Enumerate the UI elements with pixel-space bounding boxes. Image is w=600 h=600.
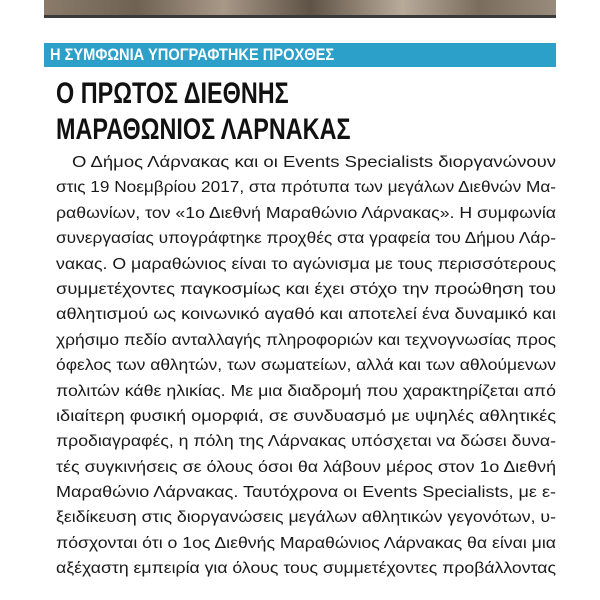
article-body-line [56,175,556,200]
article-body [56,150,556,582]
article-kicker-text: Η ΣΥΜΦΩΝΙΑ ΥΠΟΓΡΑΦΤΗΚΕ ΠΡΟΧΘΕΣ [50,45,335,64]
article-body-line-text: νακας. Ο μαραθώνιος είναι το αγώνισμα με τους περισσότερους [56,255,556,273]
article-body-line-text: προδιαγραφές, η πόλη της Λάρνακας υπόσχεται να δώσει δυνα- [56,433,556,451]
article-body-line-text: Μαραθώνιο Λάρνακας. Ταυτόχρονα οι Events Specialists, με ε- [56,484,556,502]
article-body-line-text: όφελος των αθλητών, των σωματείων, αλλά και των αθλούμενων [56,357,556,375]
article-body-line [56,277,556,302]
article-body-line [56,556,556,581]
article-body-line-text: αξέχαστη εμπειρία για όλους τους συμμετέχοντες προβάλλοντας [56,560,556,578]
article-body-line-text: συνεργασίας υπογράφτηκε προχθές στα γραφεία του Δήμου Λάρ- [56,230,556,248]
article-body-line [56,201,556,226]
article-body-line [56,505,556,530]
article-body-line-text: τές συγκινήσεις σε όλους όσοι θα λάβουν μέρος στον 1ο Διεθνή [56,458,556,476]
headline-line-2: ΜΑΡΑΘΩΝΙΟΣ ΛΑΡΝΑΚΑΣ [56,113,351,146]
article-body-line [56,531,556,556]
article-body-line-text: αθλητισμού ως κοινωνικό αγαθό και αποτελεί ένα δυναμικό και [56,306,556,324]
article-body-line-text: ιδιαίτερη φυσική ομορφιά, σε συνδυασμό με υψηλές αθλητικές [56,407,556,425]
article-headline [56,76,556,148]
article-body-line-text: στις 19 Νοεμβρίου 2017, στα πρότυπα των μεγάλων Διεθνών Μα- [56,179,556,197]
article-body-line-text: ραθωνίων, τον «1ο Διεθνή Μαραθώνιο Λάρνακας». Η συμφωνία [56,204,556,222]
article-body-line-text: χρήσιμο πεδίο ανταλλαγής πληροφοριών και τεχνογνωσίας προς [56,331,556,349]
article-kicker [44,43,556,67]
article-body-line-text: ξειδίκευση στις διοργανώσεις μεγάλων αθλητικών γεγονότων, υ- [56,509,556,527]
article-body-line-text: Ο Δήμος Λάρνακας και οι Events Specialists διοργανώνουν [72,154,556,171]
article-body-line [56,404,556,429]
article-body-line-text: πολιτών κάθε ηλικίας. Με μια διαδρομή που χαρακτηρίζεται από [56,382,556,400]
article-body-line [56,302,556,327]
article-body-line [56,252,556,277]
headline-line-1: Ο ΠΡΩΤΟΣ ΔΙΕΘΝΗΣ [56,77,289,110]
article-body-line [56,480,556,505]
article-body-line [56,379,556,404]
article-body-line [56,455,556,480]
article-photo [44,0,556,18]
article-body-line [56,353,556,378]
article-body-line [56,429,556,454]
article-body-line [56,226,556,251]
article-body-line-text: πόσχονται ότι ο 1ος Διεθνής Μαραθώνιος Λάρνακας θα είναι μια [56,534,556,552]
article-body-line [56,328,556,353]
article-body-line-text: συμμετέχοντες παγκοσμίως και έχει στόχο την προώθηση του [56,280,556,298]
article-body-line [56,150,556,175]
